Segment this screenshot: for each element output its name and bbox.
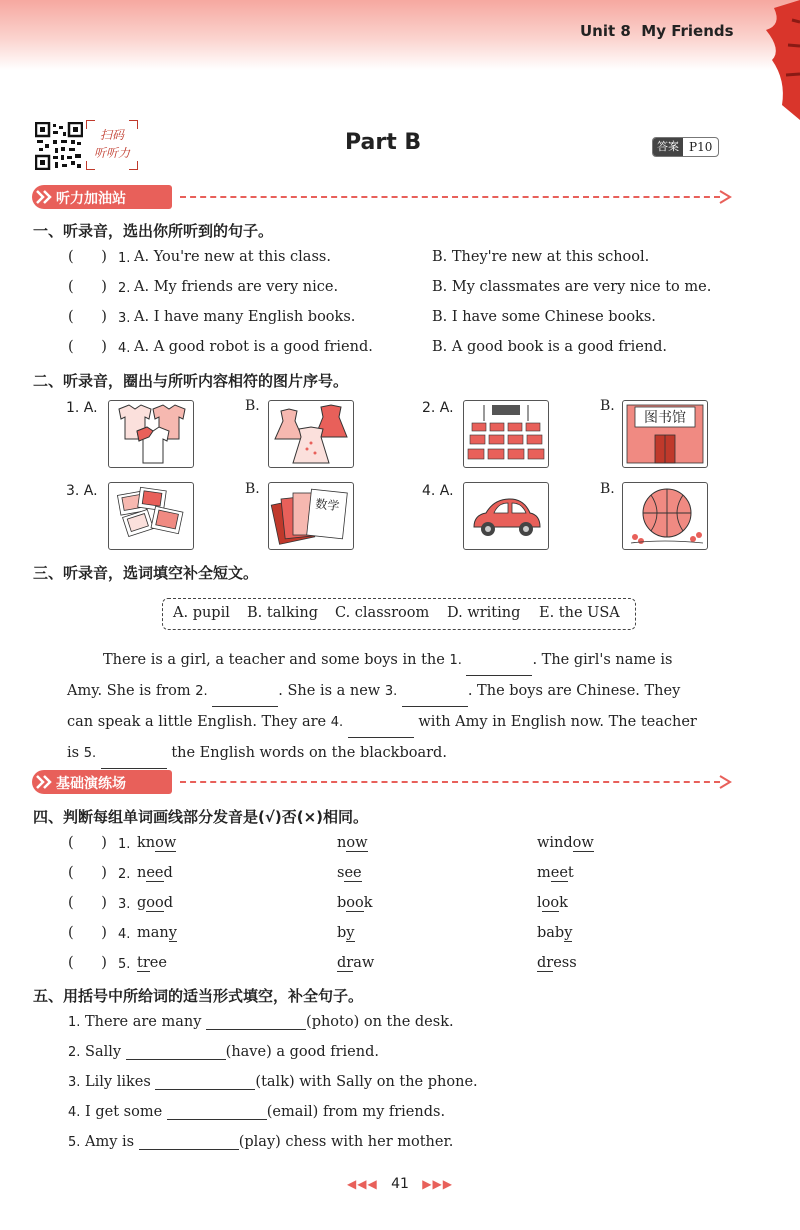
word-part: d xyxy=(163,895,174,911)
books-picture[interactable] xyxy=(268,482,354,550)
blank-number: 2. xyxy=(195,684,208,699)
pic-label-2b: B. xyxy=(600,398,615,414)
pagoda-roof-icon xyxy=(752,0,800,120)
practice-banner xyxy=(32,770,732,796)
word-2 xyxy=(337,835,368,851)
word-part: d xyxy=(163,865,173,881)
word-part: g xyxy=(137,895,147,911)
sentence-end: (play) chess with her mother. xyxy=(238,1134,454,1150)
next-arrows-icon: ▶▶▶ xyxy=(422,1177,453,1191)
fill-sentence xyxy=(68,1133,453,1150)
question-number-wrap xyxy=(118,310,130,326)
word-part: y xyxy=(564,925,573,941)
sentence-start: Sally xyxy=(85,1044,126,1060)
word-option: E. the USA xyxy=(539,605,620,621)
sentence-end: (photo) on the desk. xyxy=(306,1014,454,1030)
word-option: B. talking xyxy=(247,605,319,621)
passage-text: There is a girl, a teacher and some boys in the xyxy=(103,652,450,668)
word-part: tr xyxy=(137,955,150,971)
banner-arrow-tail-icon xyxy=(718,774,732,790)
word-part: ess xyxy=(553,955,577,971)
blank-2[interactable] xyxy=(212,690,278,707)
pic-label-3b: B. xyxy=(245,481,260,497)
passage-line-2 xyxy=(67,676,732,707)
double-arrow-icon xyxy=(36,775,54,789)
pic-label-4b: B. xyxy=(600,481,615,497)
word-part: s xyxy=(337,865,345,881)
page-footer xyxy=(0,1176,800,1192)
photos-picture[interactable] xyxy=(108,482,194,550)
word-1 xyxy=(137,925,177,941)
option-a[interactable]: A. I have many English books. xyxy=(134,309,356,325)
blank-4[interactable] xyxy=(348,721,414,738)
option-b[interactable]: B. I have some Chinese books. xyxy=(432,309,656,325)
word-part: oo xyxy=(146,895,164,911)
page-number: 41 xyxy=(391,1176,409,1192)
pic-label-2a: 2. A. xyxy=(422,400,454,416)
word-1 xyxy=(137,895,173,911)
option-b[interactable]: B. They're new at this school. xyxy=(432,249,650,265)
unit-header xyxy=(580,22,734,40)
fill-blank[interactable] xyxy=(139,1133,239,1150)
pic-label-1b: B. xyxy=(245,398,260,414)
word-part: ee xyxy=(550,865,568,881)
sentence-start: Lily likes xyxy=(85,1074,156,1090)
word-part: n xyxy=(337,835,347,851)
question-number: 5. xyxy=(68,1135,81,1150)
word-1 xyxy=(137,835,176,851)
banner-arrow-tail-icon xyxy=(718,189,732,205)
question-number-wrap xyxy=(118,866,130,882)
word-part: oo xyxy=(346,895,364,911)
blank-number: 5. xyxy=(83,746,97,761)
fill-sentence xyxy=(68,1073,478,1090)
passage-text: can speak a little English. They are xyxy=(67,714,331,730)
sentence-end: (talk) with Sally on the phone. xyxy=(255,1074,478,1090)
word-part: ow xyxy=(346,835,368,851)
fill-sentence xyxy=(68,1103,445,1120)
word-part: dr xyxy=(537,955,554,971)
library-picture[interactable] xyxy=(622,400,708,468)
prev-arrows-icon: ◀◀◀ xyxy=(347,1177,378,1191)
question-number: 2. xyxy=(68,1045,81,1060)
photos-icon xyxy=(109,483,193,549)
fill-blank[interactable] xyxy=(155,1073,255,1090)
word-3 xyxy=(537,955,577,971)
word-option: D. writing xyxy=(447,605,521,621)
section-4-title: 四、判断每组单词画线部分发音是(√)否(×)相同。 xyxy=(33,808,368,826)
option-a[interactable]: A. My friends are very nice. xyxy=(134,279,339,295)
basketball-picture[interactable] xyxy=(622,482,708,550)
double-arrow-icon xyxy=(36,190,54,204)
word-part: ee xyxy=(149,955,167,971)
sentence-end: (email) from my friends. xyxy=(266,1104,446,1120)
classroom-picture[interactable] xyxy=(463,400,549,468)
passage xyxy=(67,645,732,769)
pic-label-4a: 4. A. xyxy=(422,483,454,499)
dress-icon xyxy=(269,401,353,467)
tshirt-icon xyxy=(109,401,193,467)
word-part: y xyxy=(168,925,177,941)
word-part: k xyxy=(559,895,568,911)
word-part: l xyxy=(537,895,542,911)
word-2 xyxy=(337,865,362,881)
answer-paren[interactable]: ( ) xyxy=(68,895,107,911)
question-number-wrap xyxy=(118,956,130,972)
book-title: 数学 xyxy=(314,496,341,514)
dresses-picture[interactable] xyxy=(268,400,354,468)
answer-paren[interactable]: ( ) xyxy=(68,279,107,295)
banner-dash-line xyxy=(180,196,720,198)
question-number: 5. xyxy=(118,957,131,972)
section-3-title: 三、听录音，选词填空补全短文。 xyxy=(33,564,259,582)
word-2 xyxy=(337,955,374,971)
word-part: wind xyxy=(537,835,573,851)
passage-text: . The girl's name is xyxy=(532,652,673,668)
answer-paren[interactable]: ( ) xyxy=(68,249,107,265)
scan-line-1: 扫码 xyxy=(99,128,124,142)
listening-banner xyxy=(32,185,732,211)
word-part: y xyxy=(346,925,355,941)
answer-paren[interactable]: ( ) xyxy=(68,955,107,971)
books-icon xyxy=(269,483,353,549)
blank-5[interactable] xyxy=(101,752,167,769)
question-number: 1. xyxy=(118,837,131,852)
answer-paren[interactable]: ( ) xyxy=(68,339,107,355)
sentence-start: There are many xyxy=(85,1014,207,1030)
word-part: bab xyxy=(537,925,565,941)
word-bank-box xyxy=(162,598,636,630)
answer-paren[interactable]: ( ) xyxy=(68,309,107,325)
word-option: A. pupil xyxy=(173,605,230,621)
question-number-wrap xyxy=(118,926,130,942)
fill-blank[interactable] xyxy=(206,1013,306,1030)
word-part: ee xyxy=(146,865,164,881)
word-part: aw xyxy=(353,955,375,971)
question-number-wrap xyxy=(118,836,130,852)
word-part: man xyxy=(137,925,169,941)
library-icon xyxy=(623,401,707,467)
question-number: 2. xyxy=(118,867,131,882)
word-3 xyxy=(537,865,574,881)
basketball-icon xyxy=(623,483,707,549)
passage-text: . She is a new xyxy=(278,683,385,699)
question-number: 3. xyxy=(118,897,131,912)
pic-label-1a: 1. A. xyxy=(66,400,98,416)
question-number: 1. xyxy=(118,251,131,266)
question-number-wrap xyxy=(118,896,130,912)
question-number: 1. xyxy=(68,1015,81,1030)
car-icon xyxy=(464,483,548,549)
option-b[interactable]: B. A good book is a good friend. xyxy=(432,339,668,355)
question-number: 3. xyxy=(118,311,131,326)
fill-blank[interactable] xyxy=(167,1103,267,1120)
qr-code-icon[interactable] xyxy=(35,122,83,170)
blank-number: 3. xyxy=(384,684,398,699)
word-part: dr xyxy=(337,955,354,971)
word-3 xyxy=(537,895,568,911)
option-a[interactable]: A. You're new at this class. xyxy=(134,249,331,265)
classroom-icon xyxy=(464,401,548,467)
question-number-wrap xyxy=(118,280,130,296)
passage-line-1 xyxy=(67,645,732,676)
question-number: 4. xyxy=(68,1105,81,1120)
question-number: 4. xyxy=(118,927,131,942)
blank-1[interactable] xyxy=(466,659,532,676)
word-3 xyxy=(537,925,572,941)
word-part: kn xyxy=(137,835,156,851)
answer-paren[interactable]: ( ) xyxy=(68,865,107,881)
section-2-title: 二、听录音，圈出与所听内容相符的图片序号。 xyxy=(33,372,349,390)
option-b[interactable]: B. My classmates are very nice to me. xyxy=(432,279,712,295)
unit-number: Unit 8 xyxy=(580,22,631,40)
option-a[interactable]: A. A good robot is a good friend. xyxy=(134,339,373,355)
fill-sentence xyxy=(68,1043,379,1060)
question-number: 3. xyxy=(68,1075,81,1090)
passage-text: the English words on the blackboard. xyxy=(166,745,447,761)
passage-text: Amy. She is from xyxy=(67,683,196,699)
answer-page: P10 xyxy=(689,140,713,154)
passage-text: is xyxy=(67,745,84,761)
car-picture[interactable] xyxy=(463,482,549,550)
word-3 xyxy=(537,835,594,851)
passage-line-4 xyxy=(67,738,732,769)
banner-title: 基础演练场 xyxy=(56,776,126,792)
sentence-start: I get some xyxy=(85,1104,167,1120)
sentence-end: (have) a good friend. xyxy=(225,1044,379,1060)
section-1-title: 一、听录音，选出你所听到的句子。 xyxy=(33,222,274,240)
scan-to-listen-label xyxy=(86,120,138,170)
passage-text: . The boys are Chinese. They xyxy=(467,683,681,699)
blank-3[interactable] xyxy=(402,690,468,707)
answer-paren[interactable]: ( ) xyxy=(68,925,107,941)
question-number: 2. xyxy=(118,281,131,296)
answer-label: 答案 xyxy=(653,138,683,156)
word-part: k xyxy=(363,895,373,911)
word-1 xyxy=(137,955,167,971)
question-number-wrap xyxy=(118,250,130,266)
scan-line-2: 听听力 xyxy=(93,146,130,160)
word-part: m xyxy=(537,865,551,881)
question-number: 4. xyxy=(118,341,131,356)
word-2 xyxy=(337,925,355,941)
word-part: b xyxy=(337,895,347,911)
word-part: ow xyxy=(572,835,594,851)
blank-number: 1. xyxy=(449,653,462,668)
unit-title: My Friends xyxy=(641,22,734,40)
word-option: C. classroom xyxy=(335,605,430,621)
word-1 xyxy=(137,865,173,881)
word-part: n xyxy=(137,865,147,881)
blank-number: 4. xyxy=(330,715,344,730)
question-number-wrap xyxy=(118,340,130,356)
banner-dash-line xyxy=(180,781,720,783)
sentence-start: Amy is xyxy=(85,1134,139,1150)
banner-title: 听力加油站 xyxy=(56,191,126,207)
word-part: ee xyxy=(344,865,362,881)
word-part: ow xyxy=(155,835,177,851)
passage-line-3 xyxy=(67,707,732,738)
page-title: Part B xyxy=(345,130,422,155)
tshirts-picture[interactable] xyxy=(108,400,194,468)
fill-sentence xyxy=(68,1013,454,1030)
library-sign: 图书馆 xyxy=(644,410,686,426)
word-2 xyxy=(337,895,373,911)
section-5-title: 五、用括号中所给词的适当形式填空，补全句子。 xyxy=(33,987,364,1005)
pic-label-3a: 3. A. xyxy=(66,483,98,499)
word-part: b xyxy=(337,925,347,941)
passage-text: with Amy in English now. The teacher xyxy=(413,714,697,730)
word-part: t xyxy=(567,865,574,881)
answer-page-tag xyxy=(652,137,719,157)
fill-blank[interactable] xyxy=(126,1043,226,1060)
word-part: oo xyxy=(541,895,560,911)
answer-paren[interactable]: ( ) xyxy=(68,835,107,851)
